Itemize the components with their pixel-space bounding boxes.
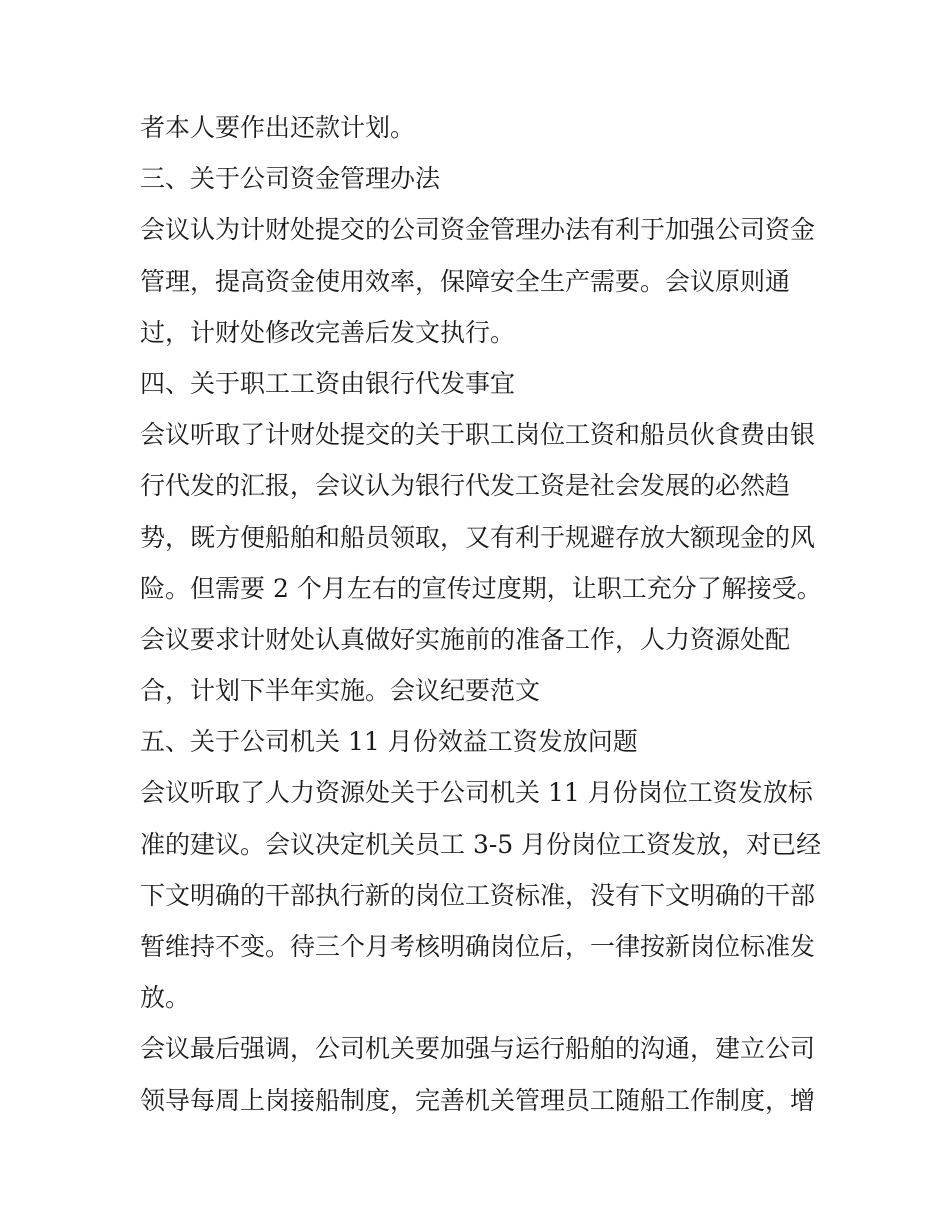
text-line: 管理，提高资金使用效率，保障安全生产需要。会议原则通 [140,266,791,296]
text-line: 会议听取了计财处提交的关于职工岗位工资和船员伙食费由银 [140,420,816,450]
section-heading-3: 三、关于公司资金管理办法 [140,164,441,194]
text-line: 行代发的汇报，会议认为银行代发工资是社会发展的必然趋 [140,471,791,501]
text-line: 险。但需要 2 个月左右的宣传过度期，让职工充分了解接受。 [140,573,822,603]
text-line: 会议听取了人力资源处关于公司机关 11 月份岗位工资发放标 [140,778,813,808]
text-line: 准的建议。会议决定机关员工 3-5 月份岗位工资发放，对已经 [140,829,822,859]
text-line: 暂维持不变。待三个月考核明确岗位后，一律按新岗位标准发 [140,932,816,961]
text-line: 会议要求计财处认真做好实施前的准备工作，人力资源处配 [140,624,791,654]
document-body [140,102,830,1126]
text-line: 放。 [140,983,191,1013]
text-line: 过，计财处修改完善后发文执行。 [140,317,516,347]
text-line: 会议认为计财处提交的公司资金管理办法有利于加强公司资金 [140,215,816,245]
text-line: 下文明确的干部执行新的岗位工资标准，没有下文明确的干部 [140,880,816,910]
text-line: 合，计划下半年实施。会议纪要范文 [140,676,541,706]
text-line: 者本人要作出还款计划。 [140,113,416,142]
section-heading-5: 五、关于公司机关 11 月份效益工资发放问题 [140,727,638,757]
section-heading-4: 四、关于职工工资由银行代发事宜 [140,368,516,398]
text-line: 会议最后强调，公司机关要加强与运行船舶的沟通，建立公司 [140,1034,816,1064]
text-line: 领导每周上岗接船制度，完善机关管理员工随船工作制度，增 [140,1085,816,1115]
text-line: 势，既方便船舶和船员领取，又有利于规避存放大额现金的风 [140,522,816,552]
